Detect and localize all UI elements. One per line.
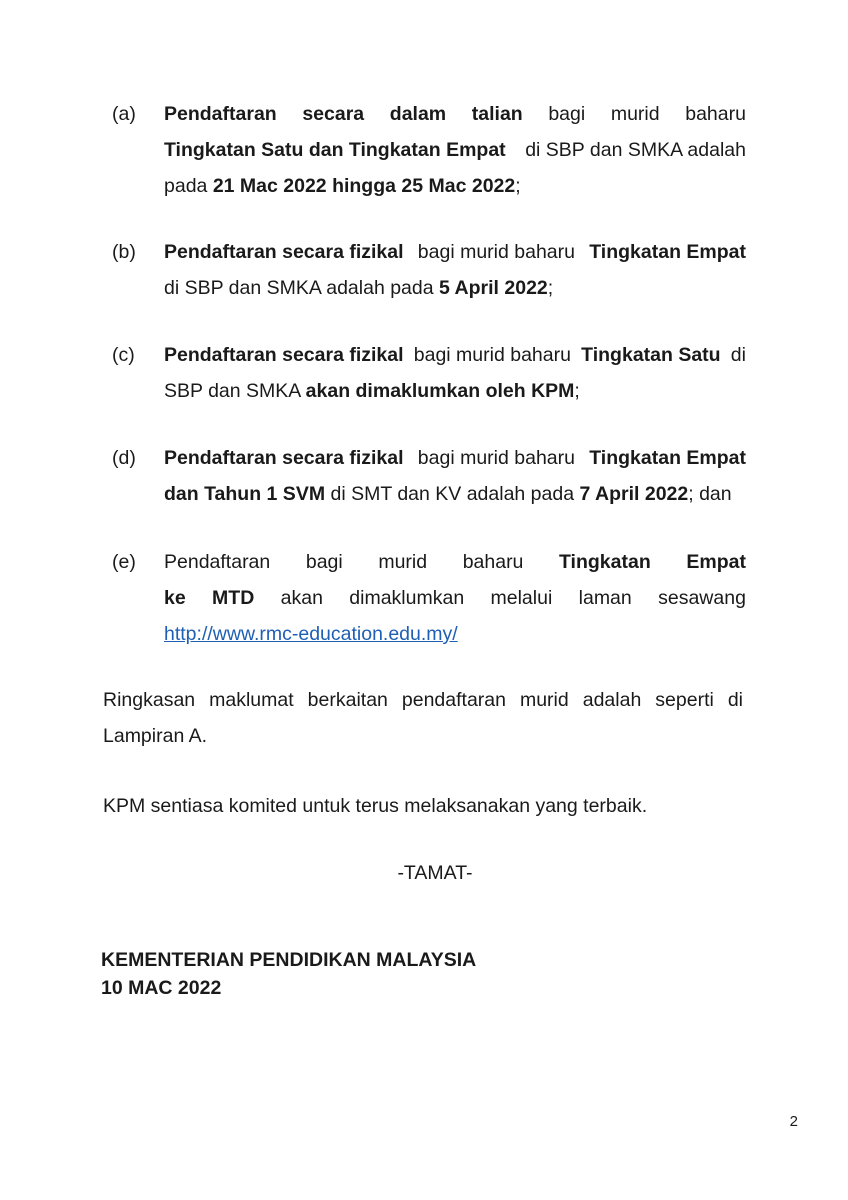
list-item-label: (a) [112, 103, 136, 125]
text: bagi murid baharu [408, 344, 577, 366]
summary-paragraph [103, 688, 743, 760]
bold-text: Pendaftaran secara fizikal [164, 447, 404, 469]
list-item-label: (b) [112, 241, 136, 263]
text-line [164, 550, 746, 586]
text: di SMT dan KV adalah pada [325, 483, 580, 505]
text-line [164, 102, 746, 138]
text: di [725, 344, 746, 366]
bold-text: secara [302, 103, 365, 125]
list-item-label: (d) [112, 447, 136, 469]
bold-text: MTD [212, 587, 255, 609]
text: sesawang [658, 587, 746, 609]
bold-text: 5 April 2022 [439, 277, 548, 299]
list-item-text [164, 343, 746, 415]
text: baharu [685, 103, 746, 125]
list-item-label: (c) [112, 344, 135, 366]
text: bagi murid baharu [412, 241, 581, 263]
text-line [164, 276, 746, 312]
bold-text: Tingkatan [559, 551, 651, 573]
text: laman [578, 587, 632, 609]
bold-text: Tingkatan Satu [581, 344, 721, 366]
text: murid [378, 551, 428, 573]
summary-line-1: Ringkasan maklumat berkaitan pendaftaran murid adalah seperti di [103, 689, 743, 711]
summary-line-2: Lampiran A. [103, 725, 208, 747]
text-line [164, 446, 746, 482]
signature-date: 10 MAC 2022 [101, 977, 222, 999]
text: bagi murid baharu [412, 447, 581, 469]
text: murid [610, 103, 660, 125]
closing-text: KPM sentiasa komited untuk terus melaksanakan yang terbaik. [103, 795, 648, 817]
page-number: 2 [789, 1113, 798, 1130]
text: ; [547, 277, 554, 299]
text: ; [515, 175, 521, 197]
text-line [164, 482, 746, 518]
text: Pendaftaran [164, 551, 271, 573]
bold-text: 21 Mac 2022 hingga 25 Mac 2022 [212, 175, 516, 197]
bold-text: Pendaftaran [164, 103, 277, 125]
list-item-text [164, 446, 746, 518]
text: pada [164, 175, 213, 197]
text-line [164, 379, 746, 415]
end-marker: -TAMAT- [397, 862, 473, 884]
text: di SBP dan SMKA adalah [519, 139, 746, 161]
bold-text: akan dimaklumkan oleh KPM [305, 380, 575, 402]
website-link[interactable]: http://www.rmc-education.edu.my/ [164, 623, 458, 645]
text: bagi [548, 103, 586, 125]
text: ; dan [688, 483, 732, 505]
text: SBP dan SMKA [164, 380, 306, 402]
signature-org: KEMENTERIAN PENDIDIKAN MALAYSIA [101, 949, 477, 971]
bold-text: ke [164, 587, 186, 609]
text: bagi [305, 551, 343, 573]
bold-text: talian [471, 103, 523, 125]
text: dimaklumkan [349, 587, 465, 609]
bold-text: 7 April 2022 [579, 483, 689, 505]
bold-text: Tingkatan Empat [589, 447, 746, 469]
text-line [164, 138, 746, 174]
bold-text: dalam [389, 103, 447, 125]
bold-text: Tingkatan Empat [589, 241, 746, 263]
list-item-label: (e) [112, 551, 136, 573]
text: melalui [490, 587, 553, 609]
text: akan [280, 587, 323, 609]
text-line [164, 586, 746, 622]
bold-text: Pendaftaran secara fizikal [164, 241, 404, 263]
text: baharu [462, 551, 524, 573]
text-line [164, 174, 746, 210]
bold-text: Tingkatan Satu dan Tingkatan Empat [164, 139, 506, 161]
bold-text: Empat [686, 551, 746, 573]
list-item-text [164, 240, 746, 312]
text-line [164, 343, 746, 379]
text-line [164, 622, 746, 658]
closing-paragraph [103, 794, 743, 830]
text-line [164, 240, 746, 276]
bold-text: dan Tahun 1 SVM [164, 483, 326, 505]
bold-text: Pendaftaran secara fizikal [164, 344, 404, 366]
list-item-text [164, 102, 746, 210]
list-item-text [164, 550, 746, 658]
text: di SBP dan SMKA adalah pada [164, 277, 440, 299]
text: ; [574, 380, 580, 402]
